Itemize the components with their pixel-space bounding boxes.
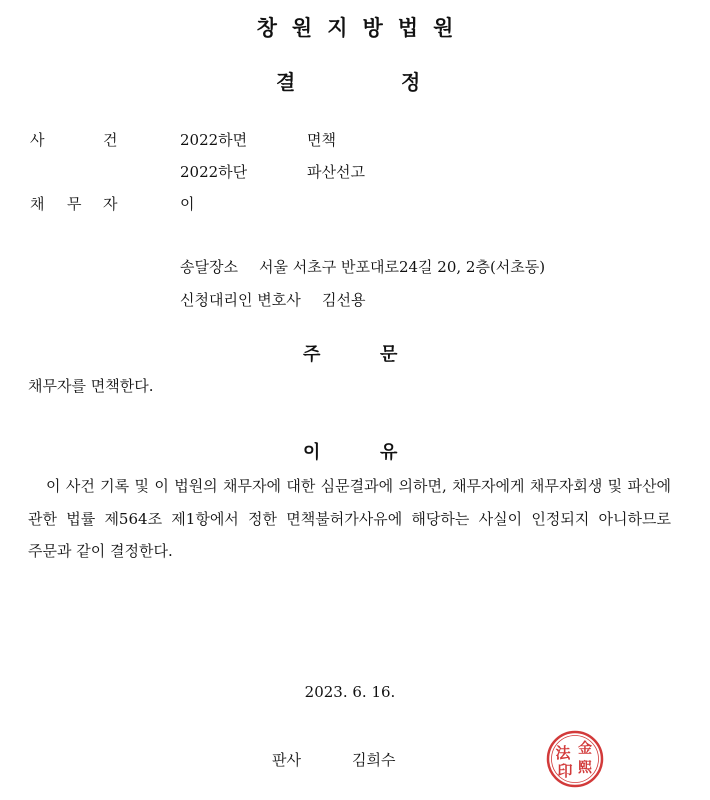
case-type-1: 면책 [307,131,336,149]
svg-text:法: 法 [555,744,571,762]
decision-date: 2023. 6. 16. [304,683,396,701]
debtor-name: 이 [180,195,195,213]
judge-seal [545,729,605,789]
judge-name: 김희수 [352,751,396,769]
doc-title-1: 결 [276,70,296,94]
agent-label: 신청대리인 변호사 [180,291,301,309]
doc-title-2: 정 [401,70,421,94]
debtor-label-1: 채 [30,195,45,213]
debtor-label-2: 무 [67,195,82,213]
case-type-2: 파산선고 [307,163,365,181]
svg-text:印: 印 [557,762,573,780]
svg-text:熙: 熙 [578,760,592,776]
seal-graphic [545,729,605,789]
court-name: 창원지방법원 [256,16,469,40]
case-number-1: 2022하면 [180,131,248,149]
service-address: 서울 서초구 반포대로24길 20, 2층(서초동) [259,258,546,276]
reason-heading-2: 유 [380,442,398,463]
agent-name: 김선용 [322,291,366,309]
service-label: 송달장소 [180,258,238,276]
order-heading-1: 주 [303,344,321,365]
case-label-1: 사 [30,131,45,149]
order-heading-2: 문 [380,344,398,365]
order-text: 채무자를 면책한다. [28,377,154,395]
svg-text:金: 金 [578,741,592,757]
debtor-label-3: 자 [103,195,118,213]
judge-title: 판사 [272,751,301,769]
reason-heading-1: 이 [303,442,321,463]
case-number-2: 2022하단 [180,163,248,181]
reason-text: 이 사건 기록 및 이 법원의 채무자에 대한 심문결과에 의하면, 채무자에게 채무자회생 및 파산에 관한 법률 제564조 제1항에서 정한 면책불허가사유에 해당하는 사실이 인정되지 아니하므로 주문과 같이 결정한다. [28,477,671,560]
case-label-2: 건 [103,131,118,149]
